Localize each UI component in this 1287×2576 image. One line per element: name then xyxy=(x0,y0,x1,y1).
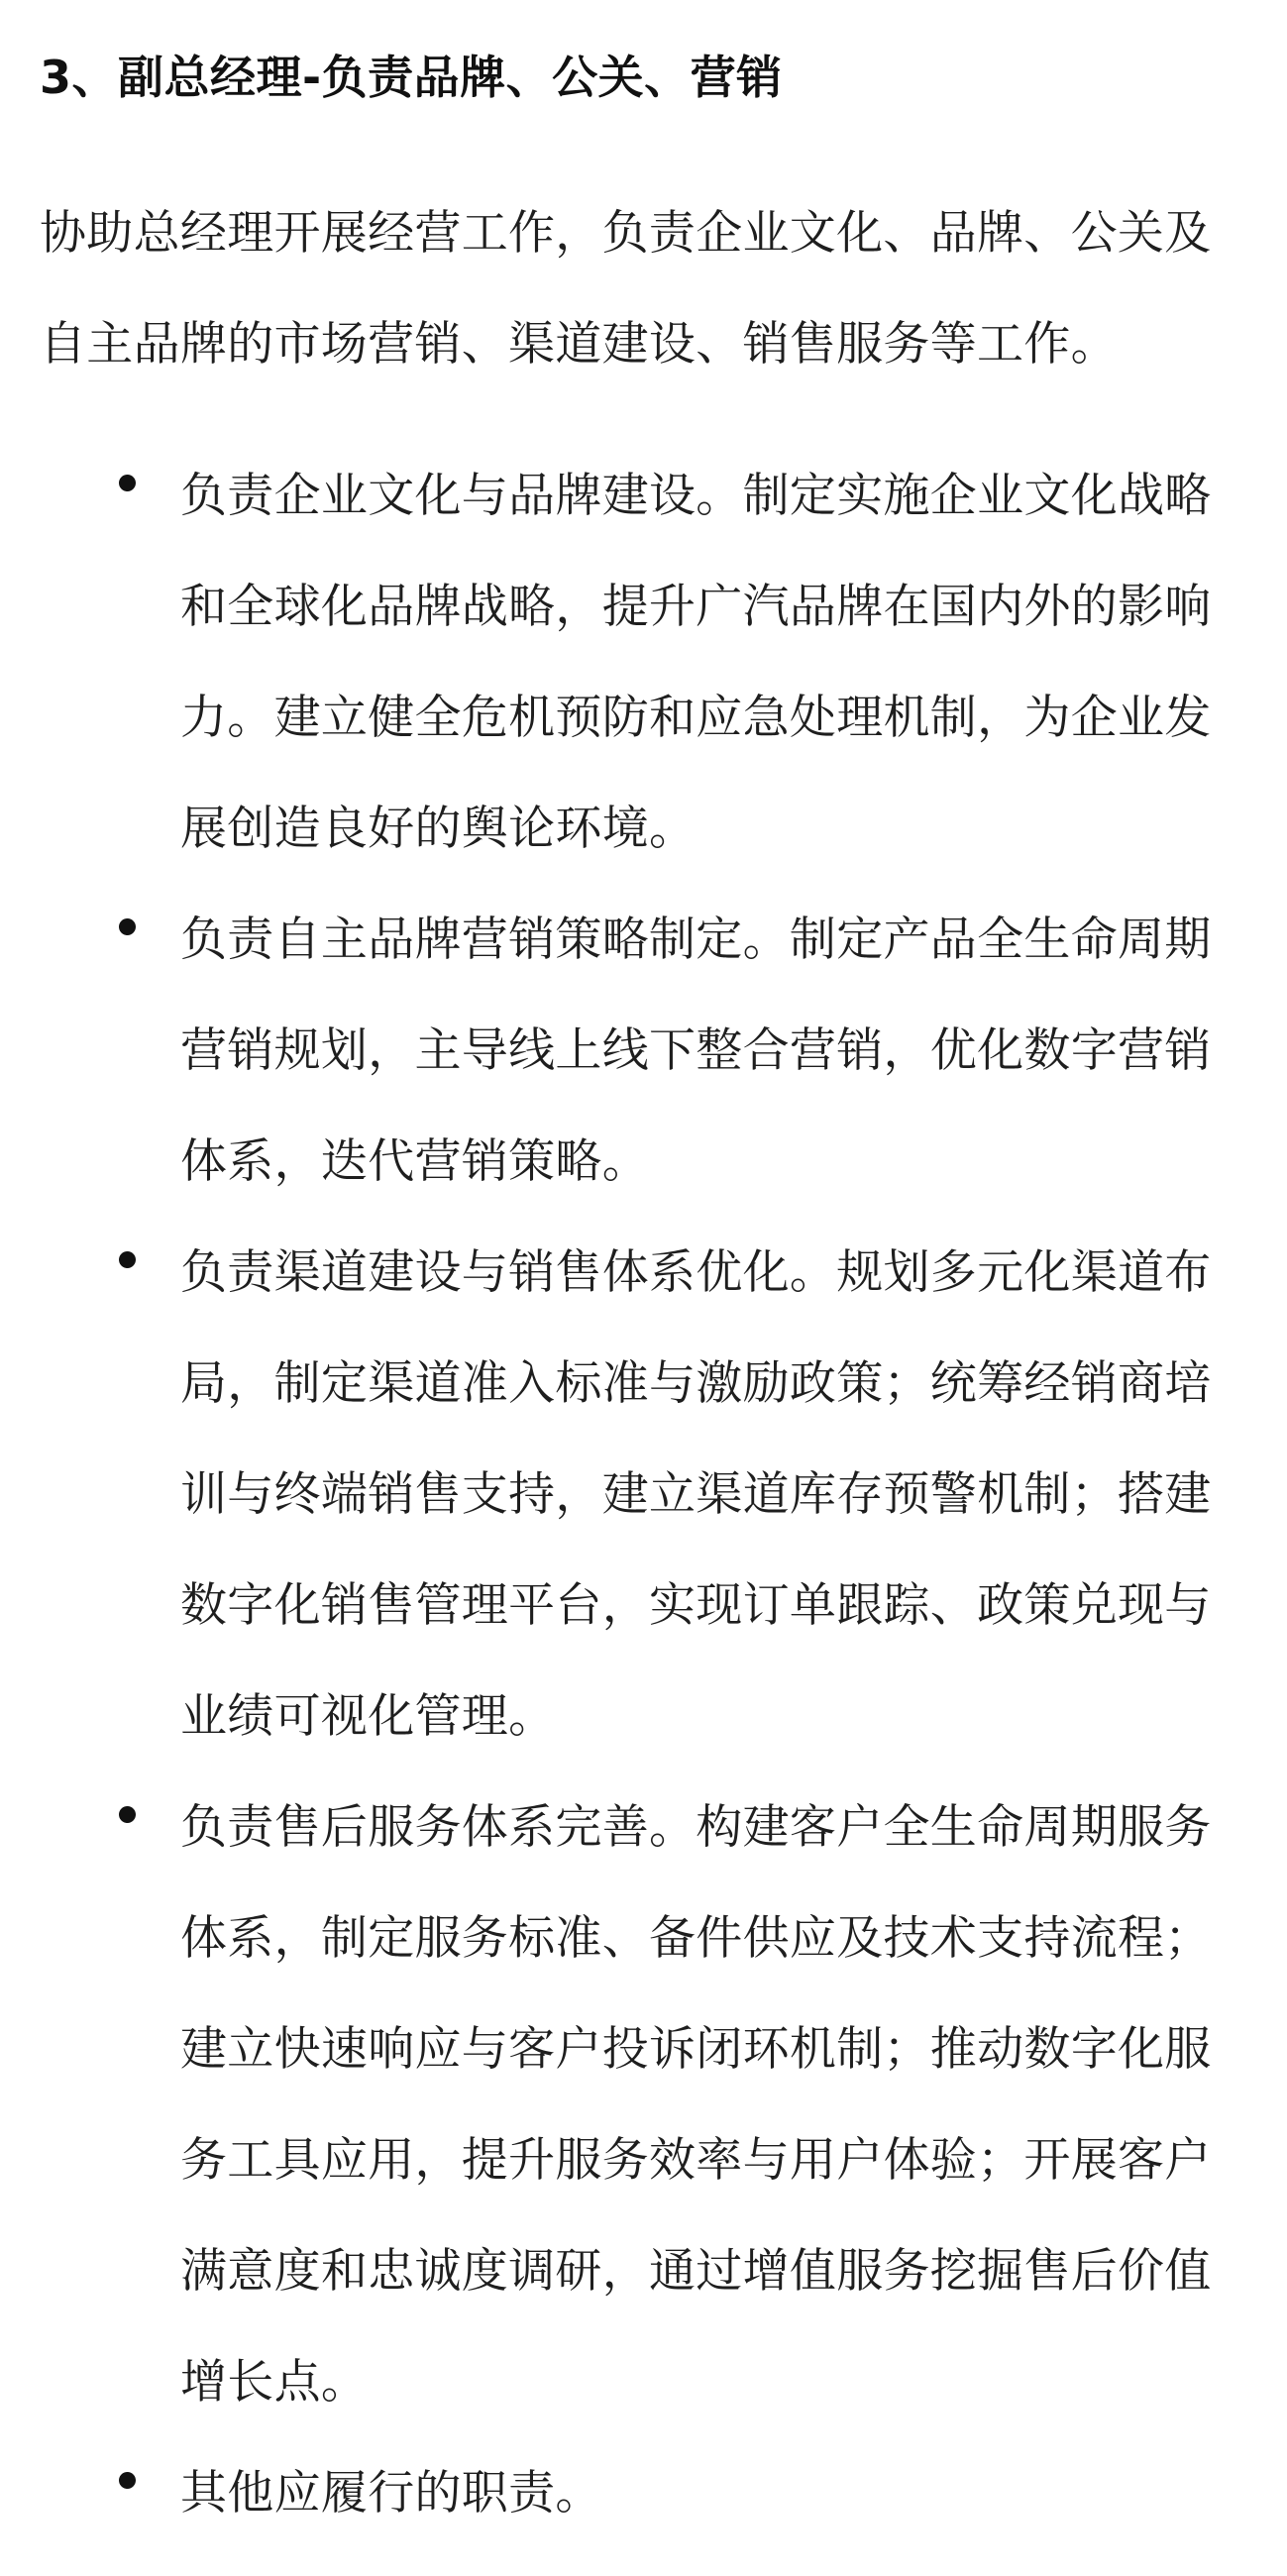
duty-text: 负责售后服务体系完善。构建客户全生命周期服务体系，制定服务标准、备件供应及技术支持流程；建立快速响应与客户投诉闭环机制；推动数字化服务工具应用，提升服务效率与用户体验；开展客户满意度和忠诚度调研，通过增值服务挖掘售后价值增长点。 xyxy=(180,1800,1212,2410)
duty-text: 负责企业文化与品牌建设。制定实施企业文化战略和全球化品牌战略，提升广汽品牌在国内外的影响力。建立健全危机预防和应急处理机制，为企业发展创造良好的舆论环境。 xyxy=(180,469,1212,856)
duty-text: 其他应履行的职责。 xyxy=(180,2466,602,2521)
duty-text: 负责渠道建设与销售体系优化。规划多元化渠道布局，制定渠道准入标准与激励政策；统筹经销商培训与终端销售支持，建立渠道库存预警机制；搭建数字化销售管理平台，实现订单跟踪、政策兑现与业绩可视化管理。 xyxy=(180,1245,1212,1744)
bullet-icon xyxy=(119,1251,136,1268)
bullet-icon xyxy=(119,918,136,935)
intro-paragraph: 协助总经理开展经营工作，负责企业文化、品牌、公关及自主品牌的市场营销、渠道建设、销售服务等工作。 xyxy=(40,206,1212,372)
duty-item-brand xyxy=(0,441,1213,885)
duty-item-channel xyxy=(0,1218,1213,1772)
duty-item-marketing xyxy=(0,885,1213,1218)
duty-item-other xyxy=(0,2438,1213,2549)
duty-text: 负责自主品牌营销策略制定。制定产品全生命周期营销规划，主导线上线下整合营销，优化数字营销体系，迭代营销策略。 xyxy=(180,912,1212,1189)
bullet-icon xyxy=(119,475,136,491)
duty-item-after-sales xyxy=(0,1772,1213,2438)
section-title: 3、副总经理-负责品牌、公关、营销 xyxy=(40,51,783,104)
bullet-icon xyxy=(119,2472,136,2489)
duty-list xyxy=(0,441,1287,2549)
bullet-icon xyxy=(119,1806,136,1823)
